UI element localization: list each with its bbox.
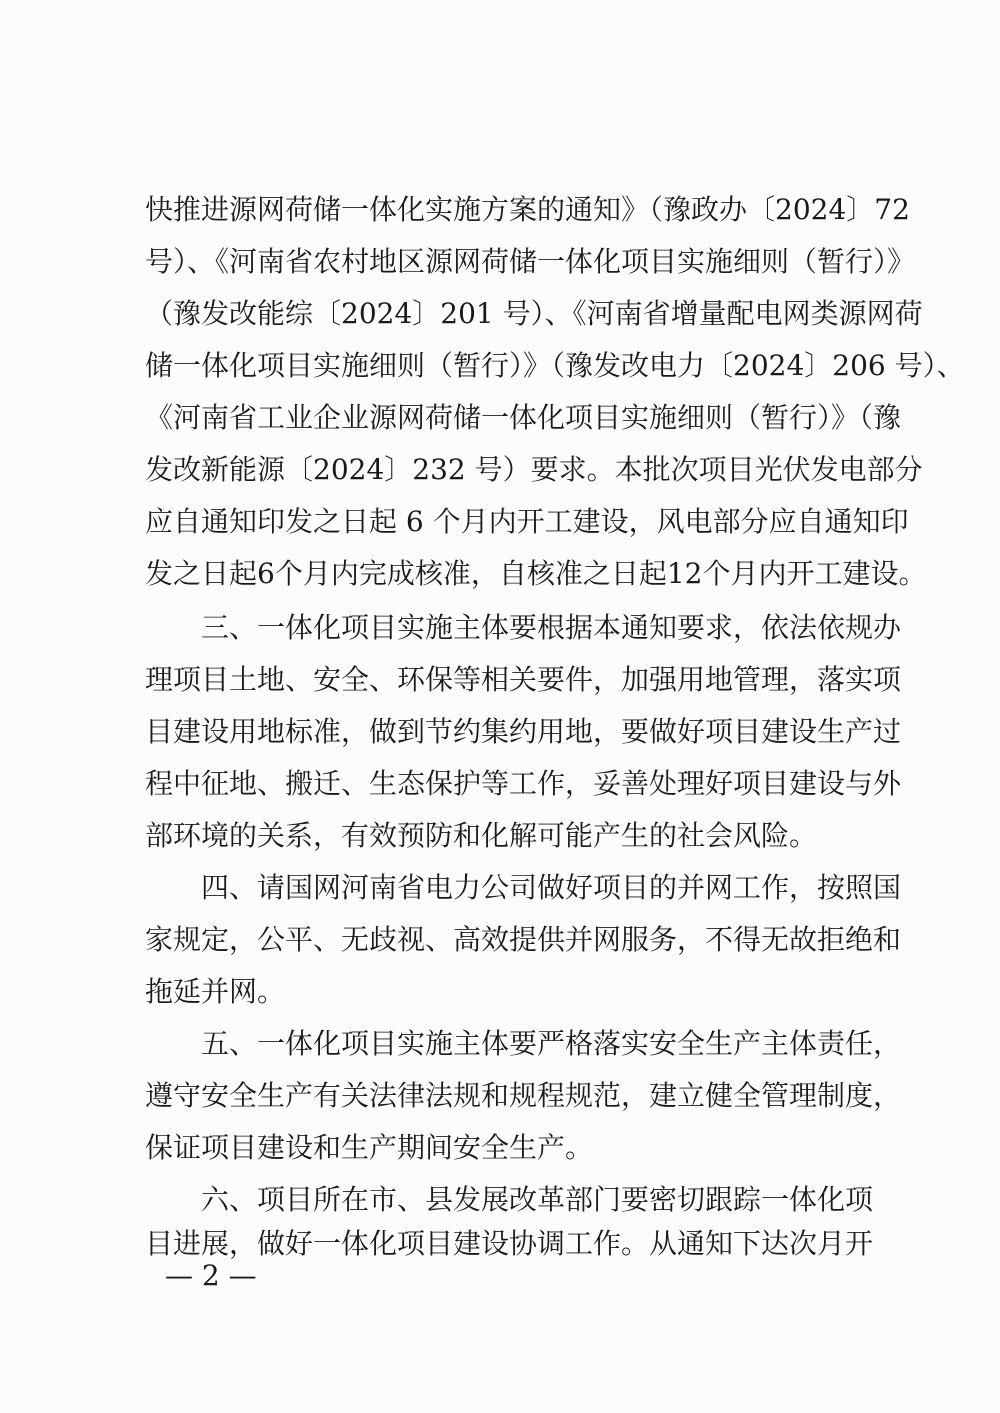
text-line: 程中征地、搬迁、生态保护等工作，妥善处理好项目建设与外 — [145, 767, 902, 800]
paragraph-four-start: 四、请国网河南省电力公司做好项目的并网工作，按照国 — [201, 871, 902, 904]
text-line: 储一体化项目实施细则（暂行）》（豫发改电力〔2024〕206 号）、 — [145, 349, 965, 382]
text-line: 号）、《河南省农村地区源网荷储一体化项目实施细则（暂行）》 — [145, 245, 916, 278]
text-line: 遵守安全生产有关法律法规和规程规范，建立健全管理制度， — [145, 1079, 902, 1112]
text-line: 发之日起6个月内完成核准，自核准之日起12个月内开工建设。 — [145, 557, 927, 590]
text-line: 部环境的关系，有效预防和化解可能产生的社会风险。 — [145, 819, 818, 852]
text-line: 拖延并网。 — [145, 975, 286, 1008]
text-line: 快推进源网荷储一体化实施方案的通知》（豫政办〔2024〕72 — [145, 193, 910, 226]
text-line: 理项目土地、安全、环保等相关要件，加强用地管理，落实项 — [145, 663, 902, 696]
text-line: 目建设用地标准，做到节约集约用地，要做好项目建设生产过 — [145, 715, 902, 748]
text-line: 保证项目建设和生产期间安全生产。 — [145, 1131, 594, 1164]
text-line: 应自通知印发之日起 6 个月内开工建设，风电部分应自通知印 — [145, 505, 909, 538]
paragraph-three-start: 三、一体化项目实施主体要根据本通知要求，依法依规办 — [201, 611, 902, 644]
text-line: 家规定，公平、无歧视、高效提供并网服务，不得无故拒绝和 — [145, 923, 902, 956]
text-line: 目进展，做好一体化项目建设协调工作。从通知下达次月开 — [145, 1227, 874, 1260]
page-number: — 2 — — [165, 1259, 257, 1292]
text-line: 发改新能源〔2024〕232 号）要求。本批次项目光伏发电部分 — [145, 453, 923, 486]
paragraph-six-start: 六、项目所在市、县发展改革部门要密切跟踪一体化项 — [201, 1183, 874, 1216]
text-line: （豫发改能综〔2024〕201 号）、《河南省增量配电网类源网荷 — [145, 297, 923, 330]
text-line: 《河南省工业企业源网荷储一体化项目实施细则（暂行）》（豫 — [145, 401, 902, 434]
paragraph-five-start: 五、一体化项目实施主体要严格落实安全生产主体责任， — [201, 1027, 902, 1060]
